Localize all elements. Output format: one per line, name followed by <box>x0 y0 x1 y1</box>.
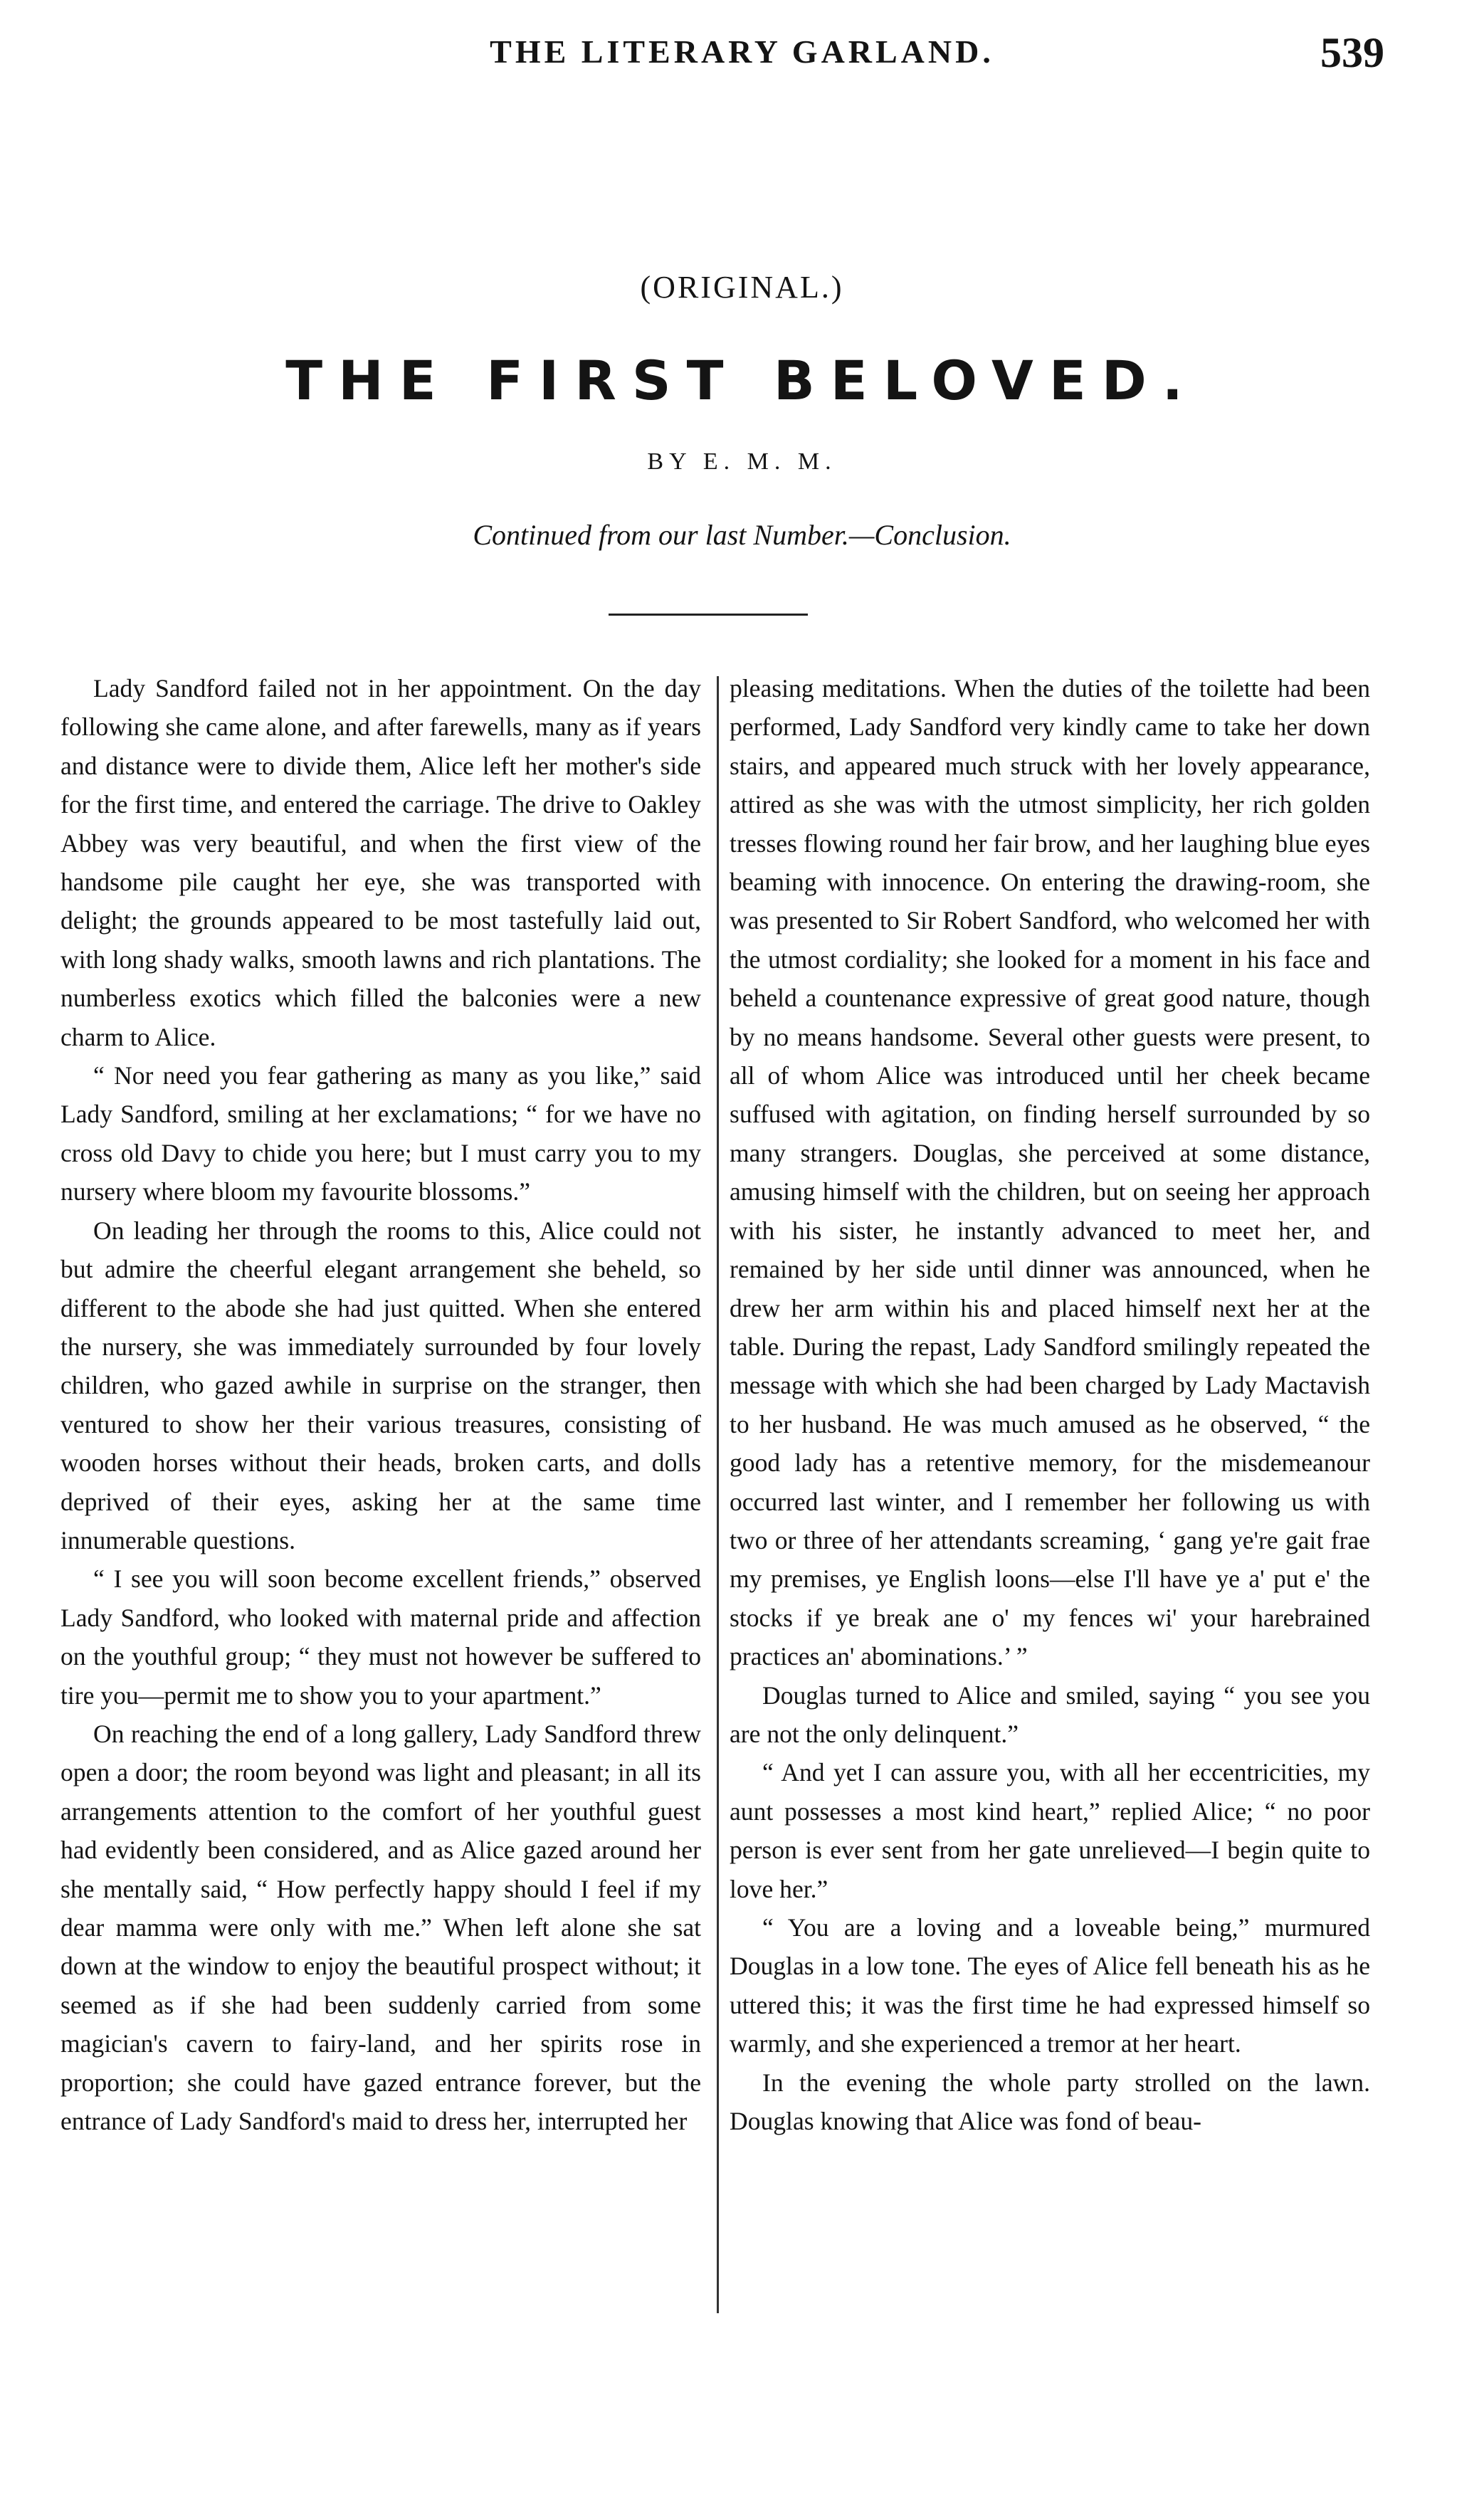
article-continued-note: Continued from our last Number.—Conclusion. <box>473 519 1011 551</box>
paragraph: “ Nor need you fear gathering as many as you like,” said Lady Sandford, smiling at her exclamations; “ for we have no cross old Davy to chide you here; but I must carry you to my nursery where bloom my favourite blossoms.” <box>60 1061 701 1206</box>
running-head <box>0 28 1484 93</box>
article-title: THE FIRST BELOVED. <box>285 349 1199 412</box>
article-label: (ORIGINAL.) <box>640 270 844 305</box>
paragraph: “ And yet I can assure you, with all her eccentricities, my aunt possesses a most kind heart,” replied Alice; “ no poor person is ever sent from her gate unrelieved—I begin quite to love her.” <box>730 1758 1370 1903</box>
right-column <box>730 669 1370 2327</box>
paragraph: On reaching the end of a long gallery, Lady Sandford threw open a door; the room beyond was light and pleasant; in all its arrangements attention to the comfort of her youthful guest had evidently been considered, and as Alice gazed around her she mentally said, “ How perfectly happy should I feel if my dear mamma were only with me.” When left alone she sat down at the window to enjoy the beautiful prospect without; it seemed as if she had been suddenly carried from some magician's cavern to fairy-land, and her spirits rose in proportion; she could have gazed entrance forever, but the entrance of Lady Sandford's maid to dress her, interrupted her <box>60 1719 701 2136</box>
paragraph: pleasing meditations. When the duties of the toilette had been performed, Lady Sandford very kindly came to take her down stairs, and appeared much struck with her lovely appearance, attired as she was with the utmost simplicity, her rich golden tresses flowing round her fair brow, and her laughing blue eyes beaming with innocence. On entering the drawing-room, she was presented to Sir Robert Sandford, who welcomed her with the utmost cordiality; she looked for a moment in his face and beheld a countenance expressive of great good nature, though by no means handsome. Several other guests were present, to all of whom Alice was introduced until her cheek became suffused with agitation, on finding herself surrounded by so many strangers. Douglas, she perceived at some distance, amusing himself with the children, but on seeing her approach with his sister, he instantly advanced to meet her, and remained by her side until dinner was announced, when he drew her arm within his and placed himself next her at the table. During the repast, Lady Sandford smilingly repeated the message with which she had been charged by Lady Mactavish to her husband. He was much amused as he observed, “ the good lady has a retentive memory, for the misdemeanour occurred last winter, and I remember her following us with two or three of her attendants screaming, ‘ gang ye're gait frae my premises, ye English loons—else I'll have ye a' put e' the stocks if ye break ane o' my fences wi' your harebrained practices an' abominations.’ ” <box>730 674 1370 1671</box>
paragraph: Lady Sandford failed not in her appointment. On the day following she came alone, and after farewells, many as if years and distance were to divide them, Alice left her mother's side for the first time, and entered the carriage. The drive to Oakley Abbey was very beautiful, and when the first view of the handsome pile caught her eye, she was transported with delight; the grounds appeared to be most tastefully laid out, with long shady walks, smooth lawns and rich plantations. The numberless exotics which filled the balconies were a new charm to Alice. <box>60 674 701 1051</box>
article-byline: BY E. M. M. <box>647 448 837 475</box>
paragraph: “ I see you will soon become excellent friends,” observed Lady Sandford, who looked with maternal pride and affection on the youthful group; “ they must not however be suffered to tire you—permit me to show you to your apartment.” <box>60 1564 701 1710</box>
running-title: THE LITERARY GARLAND. <box>490 33 994 70</box>
page-number: 539 <box>1320 29 1384 76</box>
paragraph: In the evening the whole party strolled on the lawn. Douglas knowing that Alice was fond of beau- <box>730 2068 1370 2136</box>
title-rule <box>609 614 808 616</box>
paragraph: On leading her through the rooms to this, Alice could not but admire the cheerful elegant arrangement she beheld, so different to the abode she had just quitted. When she entered the nursery, she was immediately surrounded by four lovely children, who gazed awhile in surprise on the stranger, then ventured to show her their various treasures, consisting of wooden horses without their heads, broken carts, and dolls deprived of their eyes, asking her at the same time innumerable questions. <box>60 1216 701 1554</box>
column-divider <box>717 676 719 2313</box>
left-column <box>60 669 701 2327</box>
paragraph: Douglas turned to Alice and smiled, saying “ you see you are not the only delinquent.” <box>730 1680 1370 1748</box>
paragraph: “ You are a loving and a loveable being,” murmured Douglas in a low tone. The eyes of Alice fell beneath his as he uttered this; it was the first time he had expressed himself so warmly, and she experienced a tremor at her heart. <box>730 1913 1370 2058</box>
